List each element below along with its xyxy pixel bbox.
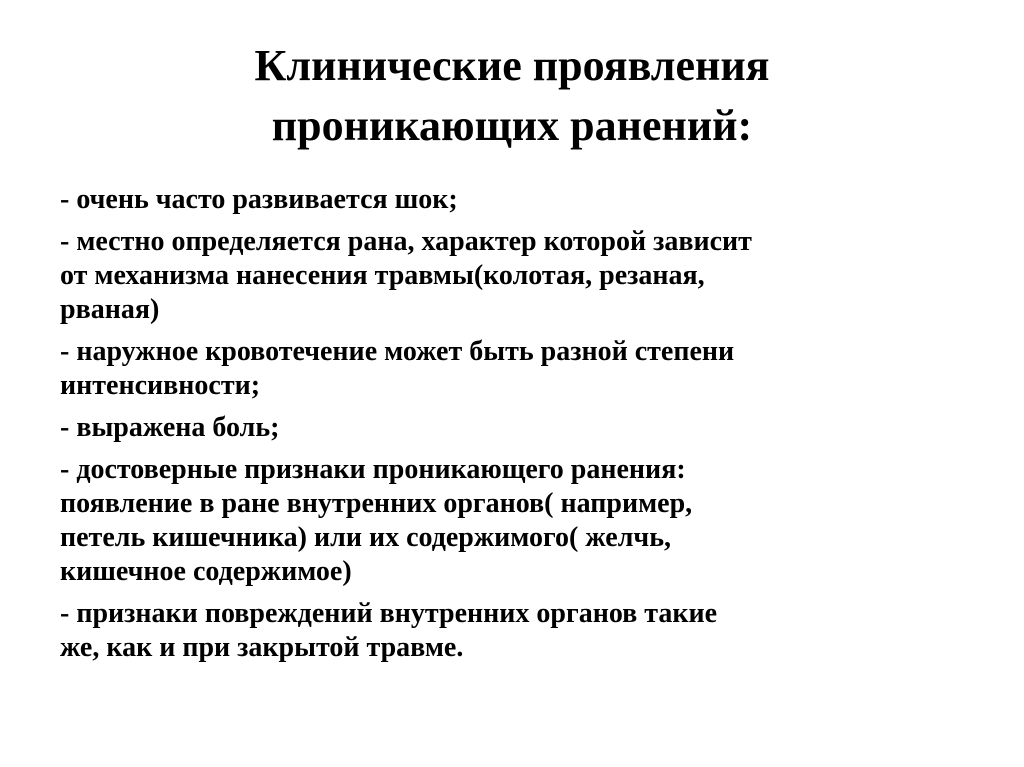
slide-title	[0, 36, 1024, 156]
list-item-text: от механизма нанесения травмы(колотая, резаная,	[60, 260, 705, 291]
list-item-text: петель кишечника) или их содержимого( желчь,	[60, 522, 672, 553]
list-item-text: - очень часто развивается шок;	[60, 184, 458, 215]
list-item-text: - выражена боль;	[60, 412, 280, 443]
list-item-text: рваная)	[60, 294, 160, 325]
list-item-text: появление в ране внутренних органов( например,	[60, 488, 693, 519]
list-item	[60, 335, 980, 403]
list-item-text: - признаки повреждений внутренних органов такие	[60, 598, 718, 629]
symptom-list	[60, 183, 980, 673]
list-item-text: же, как и при закрытой травме.	[60, 632, 464, 663]
list-item-text: интенсивности;	[60, 370, 261, 401]
list-item	[60, 225, 980, 327]
list-item	[60, 411, 980, 445]
list-item	[60, 453, 980, 589]
list-item	[60, 183, 980, 217]
list-item	[60, 597, 980, 665]
list-item-text: кишечное содержимое)	[60, 556, 352, 587]
list-item-text: - достоверные признаки проникающего ранения:	[60, 454, 686, 485]
list-item-text: - местно определяется рана, характер которой зависит	[60, 226, 752, 257]
title-line: проникающих ранений:	[271, 101, 753, 150]
list-item-text: - наружное кровотечение может быть разной степени	[60, 336, 735, 367]
title-line: Клинические проявления	[254, 41, 770, 90]
